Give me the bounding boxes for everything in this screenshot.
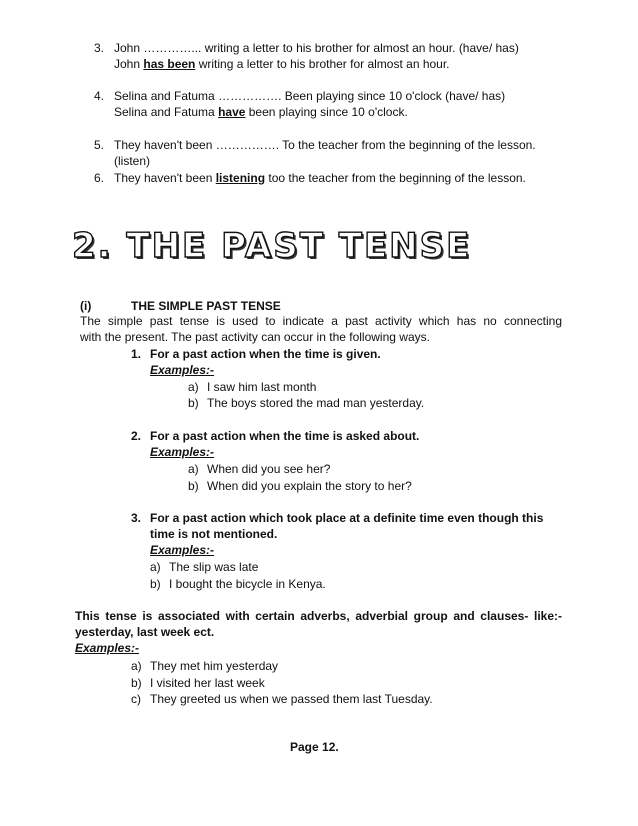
exercise-number: 4.	[94, 89, 105, 103]
example-letter: a)	[188, 462, 199, 476]
exercise-number: 6.	[94, 171, 105, 185]
exercise-number: 5.	[94, 138, 105, 152]
exercise-answer: They haven't been listening too the teacher from the beginning of the lesson.	[114, 171, 526, 185]
examples-label: Examples:-	[150, 543, 215, 557]
way-number: 1.	[131, 347, 142, 361]
exercise-question-cont: (listen)	[114, 154, 151, 168]
examples-label: Examples:-	[150, 445, 215, 459]
example-letter: a)	[131, 659, 142, 673]
example-text: When did you explain the story to her?	[207, 479, 412, 493]
adverbs-note: yesterday, last week ect.	[75, 625, 215, 639]
example-text: They greeted us when we passed them last Tuesday.	[150, 692, 433, 706]
exercise-question: They haven't been ……………. To the teacher from the beginning of the lesson.	[114, 138, 536, 152]
examples-label: Examples:-	[75, 641, 140, 655]
page-number: Page 12.	[290, 740, 339, 754]
way-title: For a past action which took place at a definite time even though this	[150, 511, 544, 525]
exercise-number: 3.	[94, 41, 105, 55]
example-letter: c)	[131, 692, 141, 706]
example-text: I saw him last month	[207, 380, 317, 394]
example-letter: b)	[188, 479, 199, 493]
subsection-title: THE SIMPLE PAST TENSE	[131, 299, 281, 313]
example-letter: b)	[188, 396, 199, 410]
example-text: When did you see her?	[207, 462, 331, 476]
adverbs-note: This tense is associated with certain adverbs, adverbial group and clauses- like:-	[75, 609, 562, 623]
way-title: For a past action when the time is given.	[150, 347, 381, 361]
example-text: The boys stored the mad man yesterday.	[207, 396, 425, 410]
example-text: I visited her last week	[150, 676, 265, 690]
answer-keyword: have	[218, 105, 246, 119]
answer-keyword: has been	[143, 57, 196, 71]
answer-keyword: listening	[215, 171, 266, 185]
way-title-cont: time is not mentioned.	[150, 527, 278, 541]
way-number: 3.	[131, 511, 142, 525]
exercise-question: John …………... writing a letter to his brother for almost an hour. (have/ has)	[114, 41, 519, 55]
exercise-answer: John has been writing a letter to his brother for almost an hour.	[114, 57, 450, 71]
intro-line: with the present. The past activity can occur in the following ways.	[80, 330, 430, 344]
section-heading: 2. THE PAST TENSE	[72, 226, 472, 266]
example-text: They met him yesterday	[150, 659, 279, 673]
examples-label: Examples:-	[150, 363, 215, 377]
subsection-label: (i)	[80, 299, 92, 313]
exercise-question: Selina and Fatuma ……………. Been playing since 10 o'clock (have/ has)	[114, 89, 506, 103]
example-letter: a)	[150, 560, 161, 574]
example-text: The slip was late	[169, 560, 259, 574]
way-number: 2.	[131, 429, 142, 443]
way-title: For a past action when the time is asked about.	[150, 429, 420, 443]
example-letter: a)	[188, 380, 199, 394]
intro-line: The simple past tense is used to indicate a past activity which has no connecting	[80, 314, 562, 328]
example-letter: b)	[131, 676, 142, 690]
example-letter: b)	[150, 577, 161, 591]
exercise-answer: Selina and Fatuma have been playing since 10 o'clock.	[114, 105, 408, 119]
example-text: I bought the bicycle in Kenya.	[169, 577, 326, 591]
